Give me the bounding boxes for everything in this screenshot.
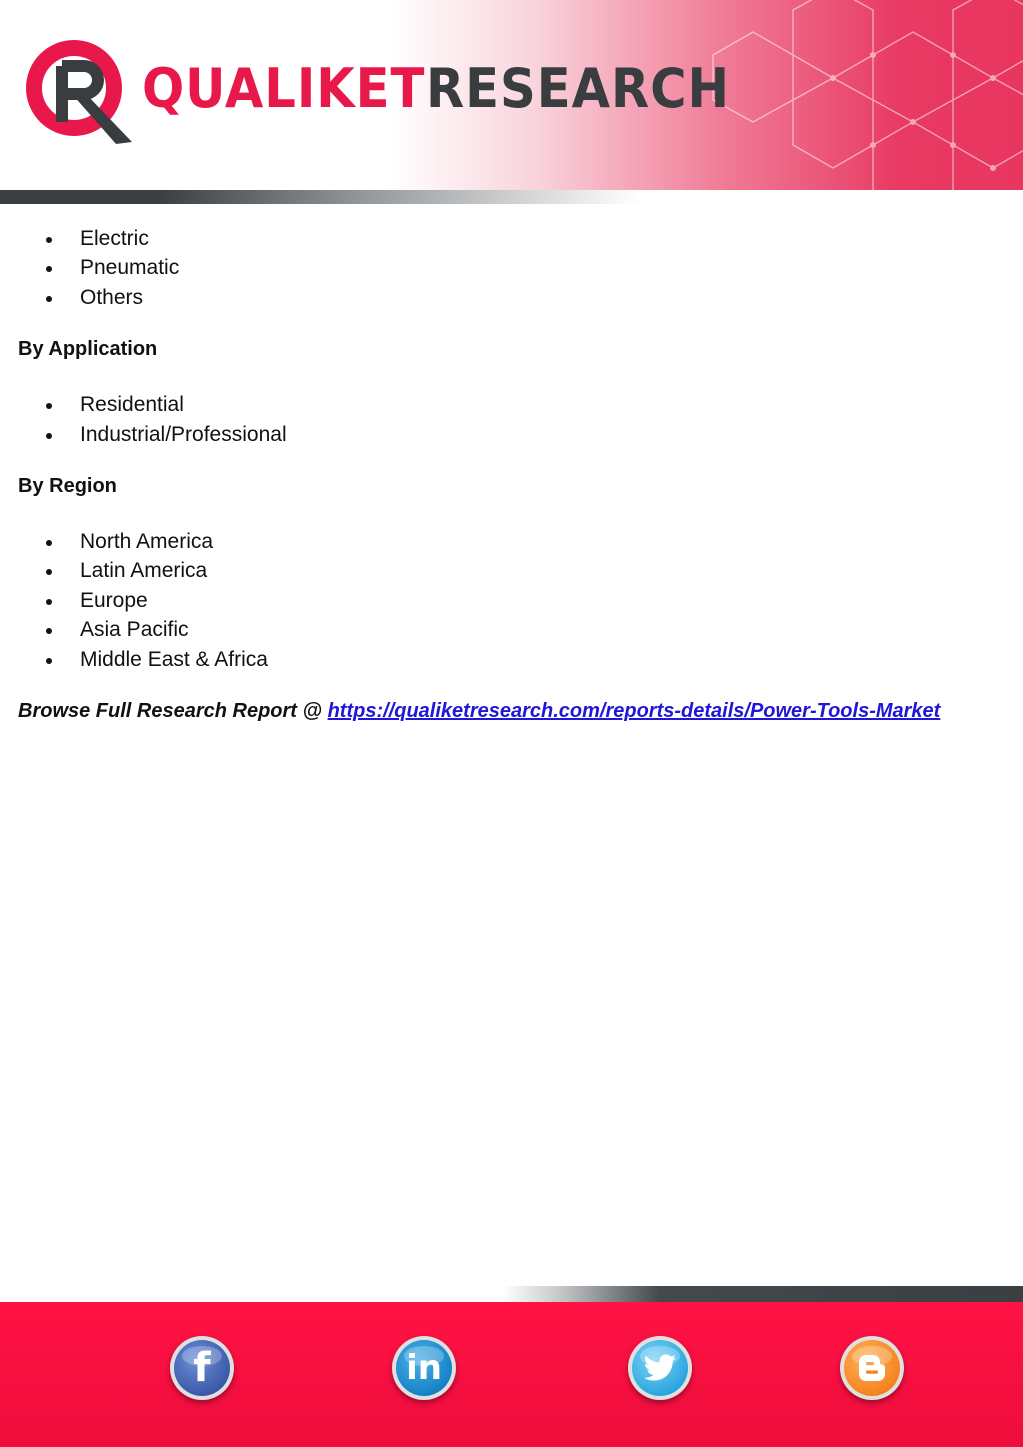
list-item [18,283,1008,312]
blogger-button[interactable] [840,1336,904,1400]
bullet-icon [46,403,52,409]
application-heading: By Application [18,338,158,361]
footer-divider-bar [503,1286,1023,1302]
list-item [18,556,1008,585]
linkedin-button[interactable] [392,1336,456,1400]
twitter-icon [632,1340,688,1396]
bullet-icon [46,266,52,272]
bullet-icon [46,237,52,243]
browse-label: Browse Full Research Report @ [18,699,328,722]
list-item [18,420,1008,449]
list-item-label: Residential [80,393,184,417]
bullet-icon [46,433,52,439]
qualiket-logo-icon [22,36,134,148]
application-list [18,390,1008,449]
report-link[interactable]: https://qualiketresearch.com/reports-details/Power-Tools-Market [327,699,941,722]
list-item-label: Latin America [80,559,208,583]
page-header [0,0,1023,190]
list-item-label: Others [80,285,144,309]
list-item [18,390,1008,419]
header-divider-bar [0,190,640,204]
bullet-icon [46,628,52,634]
bullet-icon [46,296,52,302]
brand-name-qualiket: QUALIKET [142,57,426,120]
list-item-label: North America [80,529,214,553]
brand-name-research: RESEARCH [426,57,731,120]
bullet-icon [46,599,52,605]
region-list [18,527,1008,674]
linkedin-glyph: in [406,1348,442,1388]
bullet-icon [46,658,52,664]
list-item-label: Asia Pacific [80,618,189,642]
list-item-label: Europe [80,588,148,612]
bullet-icon [46,569,52,575]
facebook-glyph: f [193,1345,211,1391]
list-item [18,253,1008,282]
bullet-icon [46,540,52,546]
list-item [18,527,1008,556]
report-content [18,224,1008,724]
list-item-label: Industrial/Professional [80,422,287,446]
list-item [18,615,1008,644]
browse-report-line [18,698,1008,724]
list-item-label: Middle East & Africa [80,647,268,671]
linkedin-icon [396,1340,452,1396]
list-item [18,645,1008,674]
twitter-button[interactable] [628,1336,692,1400]
blogger-icon [844,1340,900,1396]
list-item-label: Electric [80,227,149,250]
page-footer [0,1302,1023,1447]
list-item-label: Pneumatic [80,256,180,280]
type-list [18,224,1008,312]
facebook-icon [174,1340,230,1396]
facebook-button[interactable] [170,1336,234,1400]
list-item [18,586,1008,615]
list-item [18,224,1008,253]
region-heading: By Region [18,474,117,497]
